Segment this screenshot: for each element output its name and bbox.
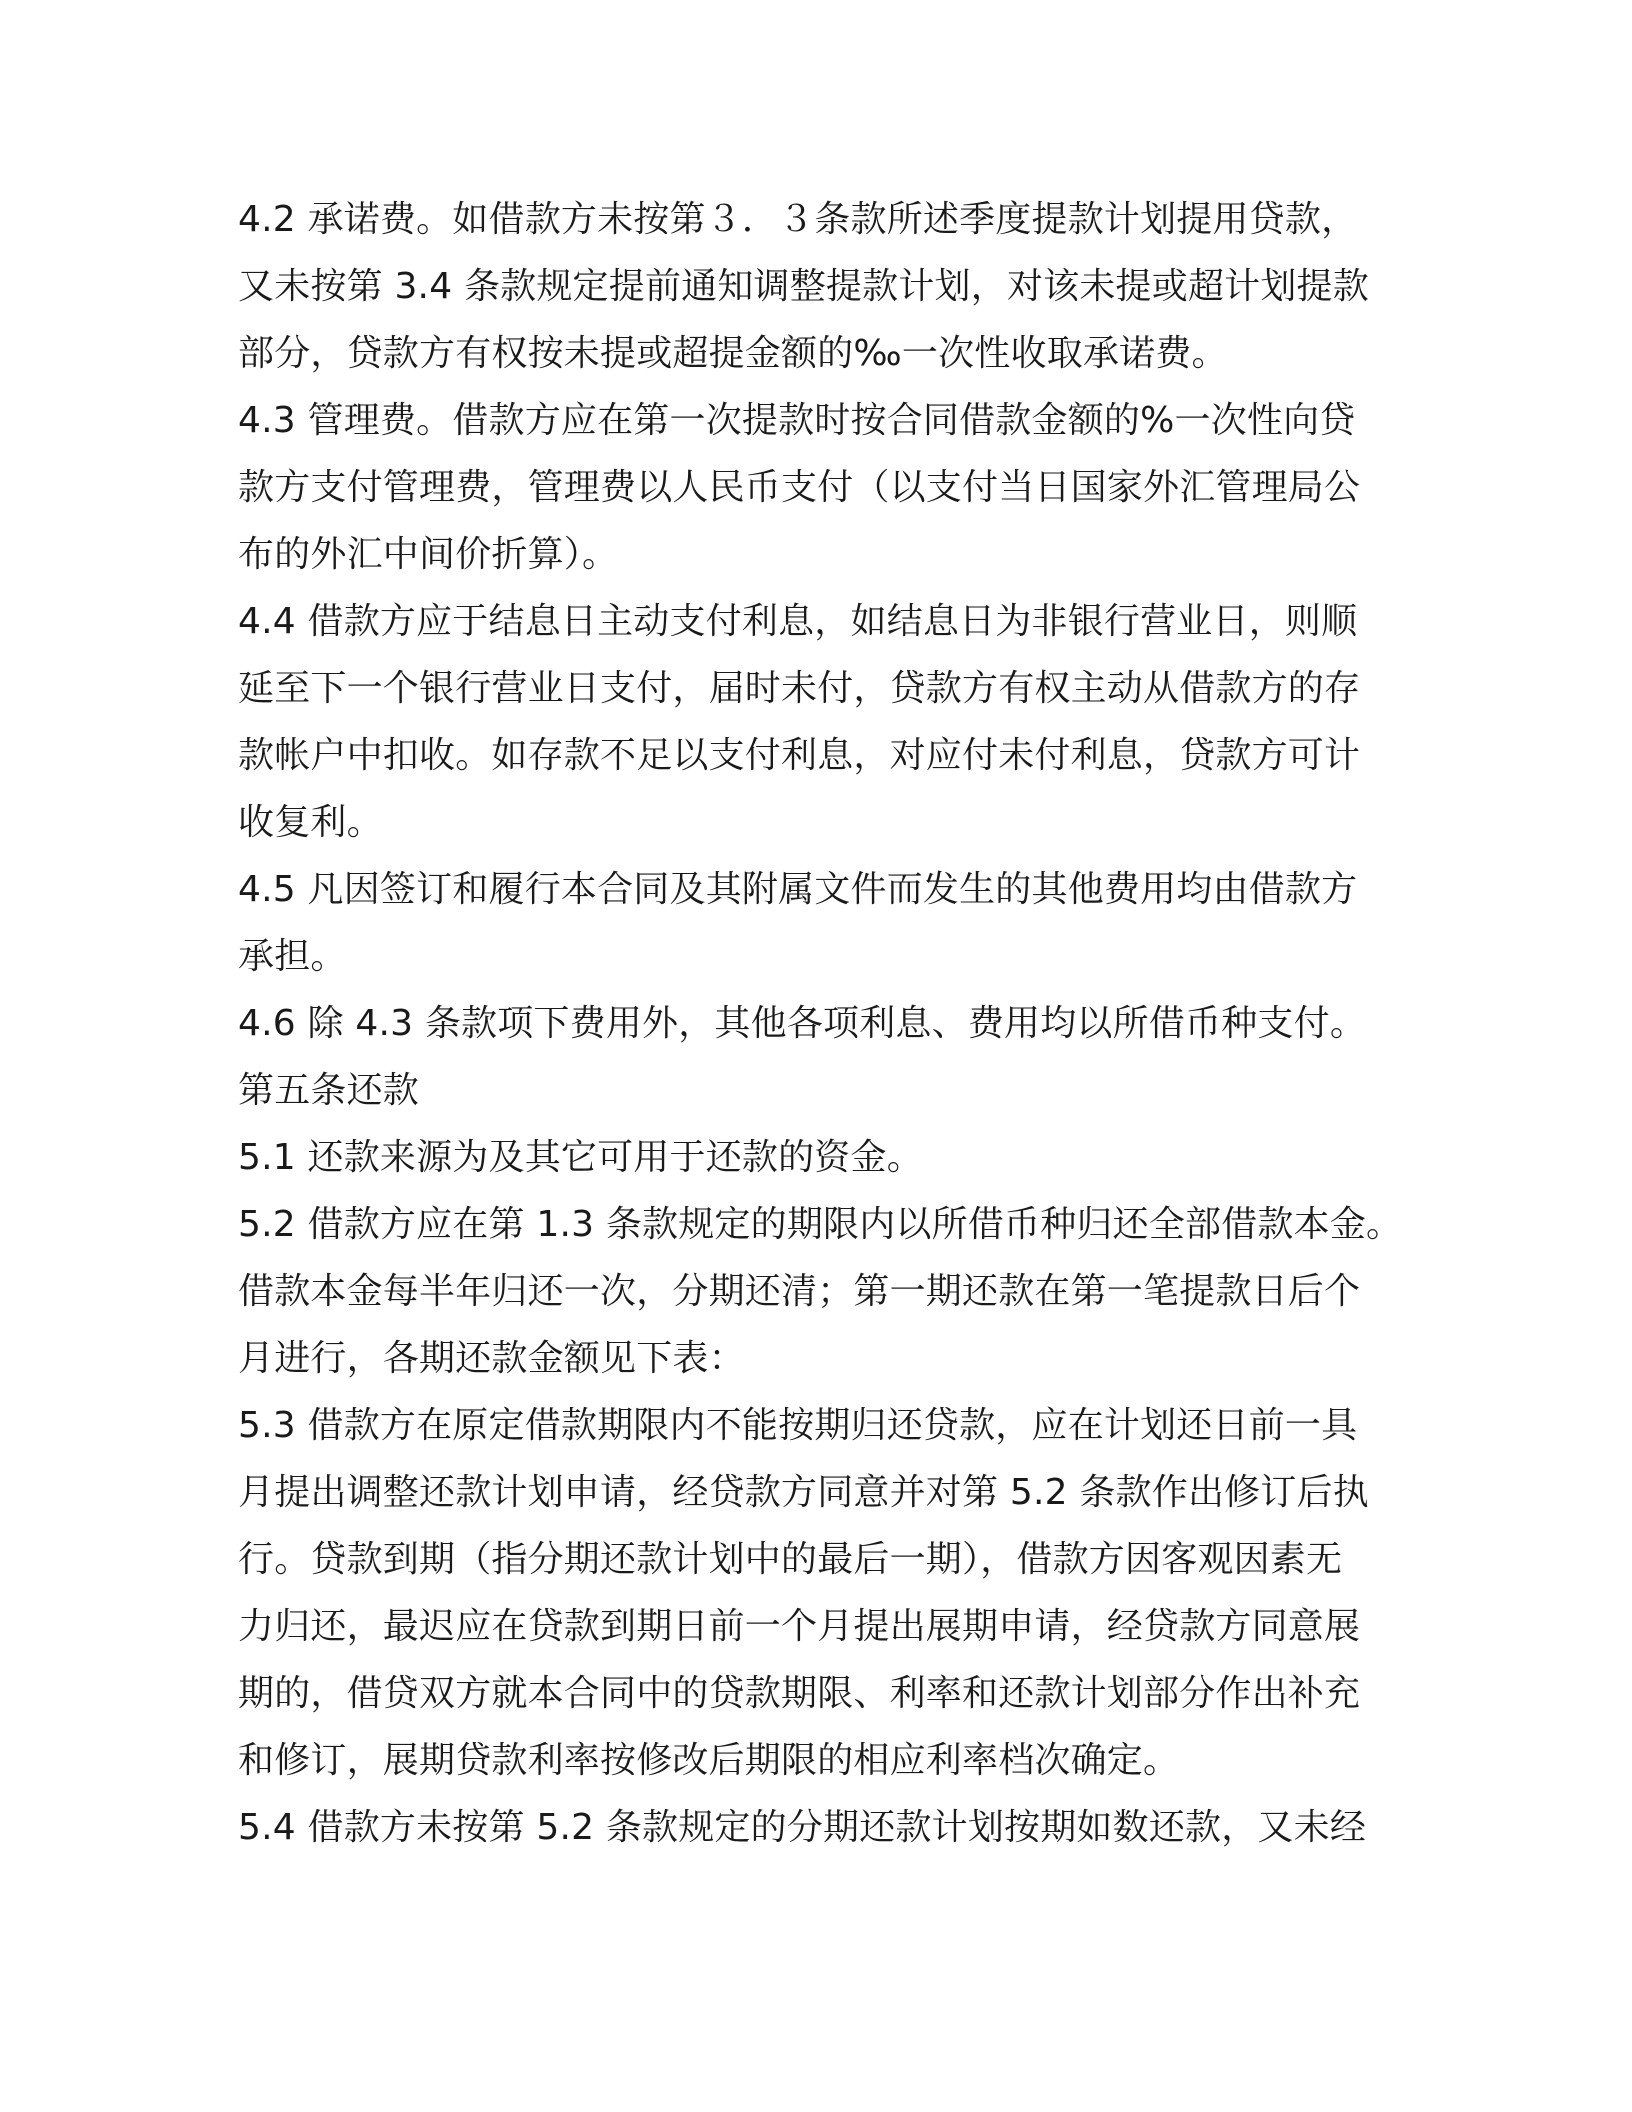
text-line: 借款本金每半年归还一次，分期还清；第一期还款在第一笔提款日后个 [238,1271,1361,1312]
text-line: 布的外汇中间价折算）。 [238,534,619,575]
text-line: 收复利。 [238,802,383,843]
text-line: 4.4 借款方应于结息日主动支付利息，如结息日为非银行营业日，则顺 [238,601,1358,642]
text-line: 和修订，展期贷款利率按修改后期限的相应利率档次确定。 [238,1740,1180,1781]
text-line: 5.3 借款方在原定借款期限内不能按期归还贷款，应在计划还日前一具 [238,1405,1358,1446]
text-line: 款方支付管理费，管理费以人民币支付（以支付当日国家外汇管理局公 [238,467,1361,508]
text-line: 4.3 管理费。借款方应在第一次提款时按合同借款金额的%一次性向贷 [238,400,1356,441]
document-body [238,186,1403,1861]
text-line: 款帐户中扣收。如存款不足以支付利息，对应付未付利息，贷款方可计 [238,735,1361,776]
section-heading: 第五条还款 [238,1070,420,1111]
text-line: 承担。 [238,936,347,977]
text-line: 期的，借贷双方就本合同中的贷款期限、利率和还款计划部分作出补充 [238,1673,1361,1714]
text-line: 行。贷款到期（指分期还款计划中的最后一期），借款方因客观因素无 [238,1539,1343,1580]
text-line: 部分，贷款方有权按未提或超提金额的‰一次性收取承诺费。 [238,333,1228,374]
text-line: 又未按第 3.4 条款规定提前通知调整提款计划，对该未提或超计划提款 [238,266,1369,307]
text-line: 5.4 借款方未按第 5.2 条款规定的分期还款计划按期如数还款，又未经 [238,1807,1367,1848]
text-line: 4.5 凡因签订和履行本合同及其附属文件而发生的其他费用均由借款方 [238,869,1358,910]
text-line: 4.2 承诺费。如借款方未按第３．３条款所述季度提款计划提用贷款， [238,199,1358,240]
text-line: 4.6 除 4.3 条款项下费用外，其他各项利息、费用均以所借币种支付。 [238,1003,1367,1044]
text-line: 5.1 还款来源为及其它可用于还款的资金。 [238,1137,923,1178]
text-line: 5.2 借款方应在第 1.3 条款规定的期限内以所借币种归还全部借款本金。 [238,1204,1403,1245]
text-line: 延至下一个银行营业日支付，届时未付，贷款方有权主动从借款方的存 [238,668,1361,709]
text-line: 力归还，最迟应在贷款到期日前一个月提出展期申请，经贷款方同意展 [238,1606,1361,1647]
text-line: 月提出调整还款计划申请，经贷款方同意并对第 5.2 条款作出修订后执 [238,1472,1369,1513]
text-line: 月进行，各期还款金额见下表： [238,1338,745,1379]
